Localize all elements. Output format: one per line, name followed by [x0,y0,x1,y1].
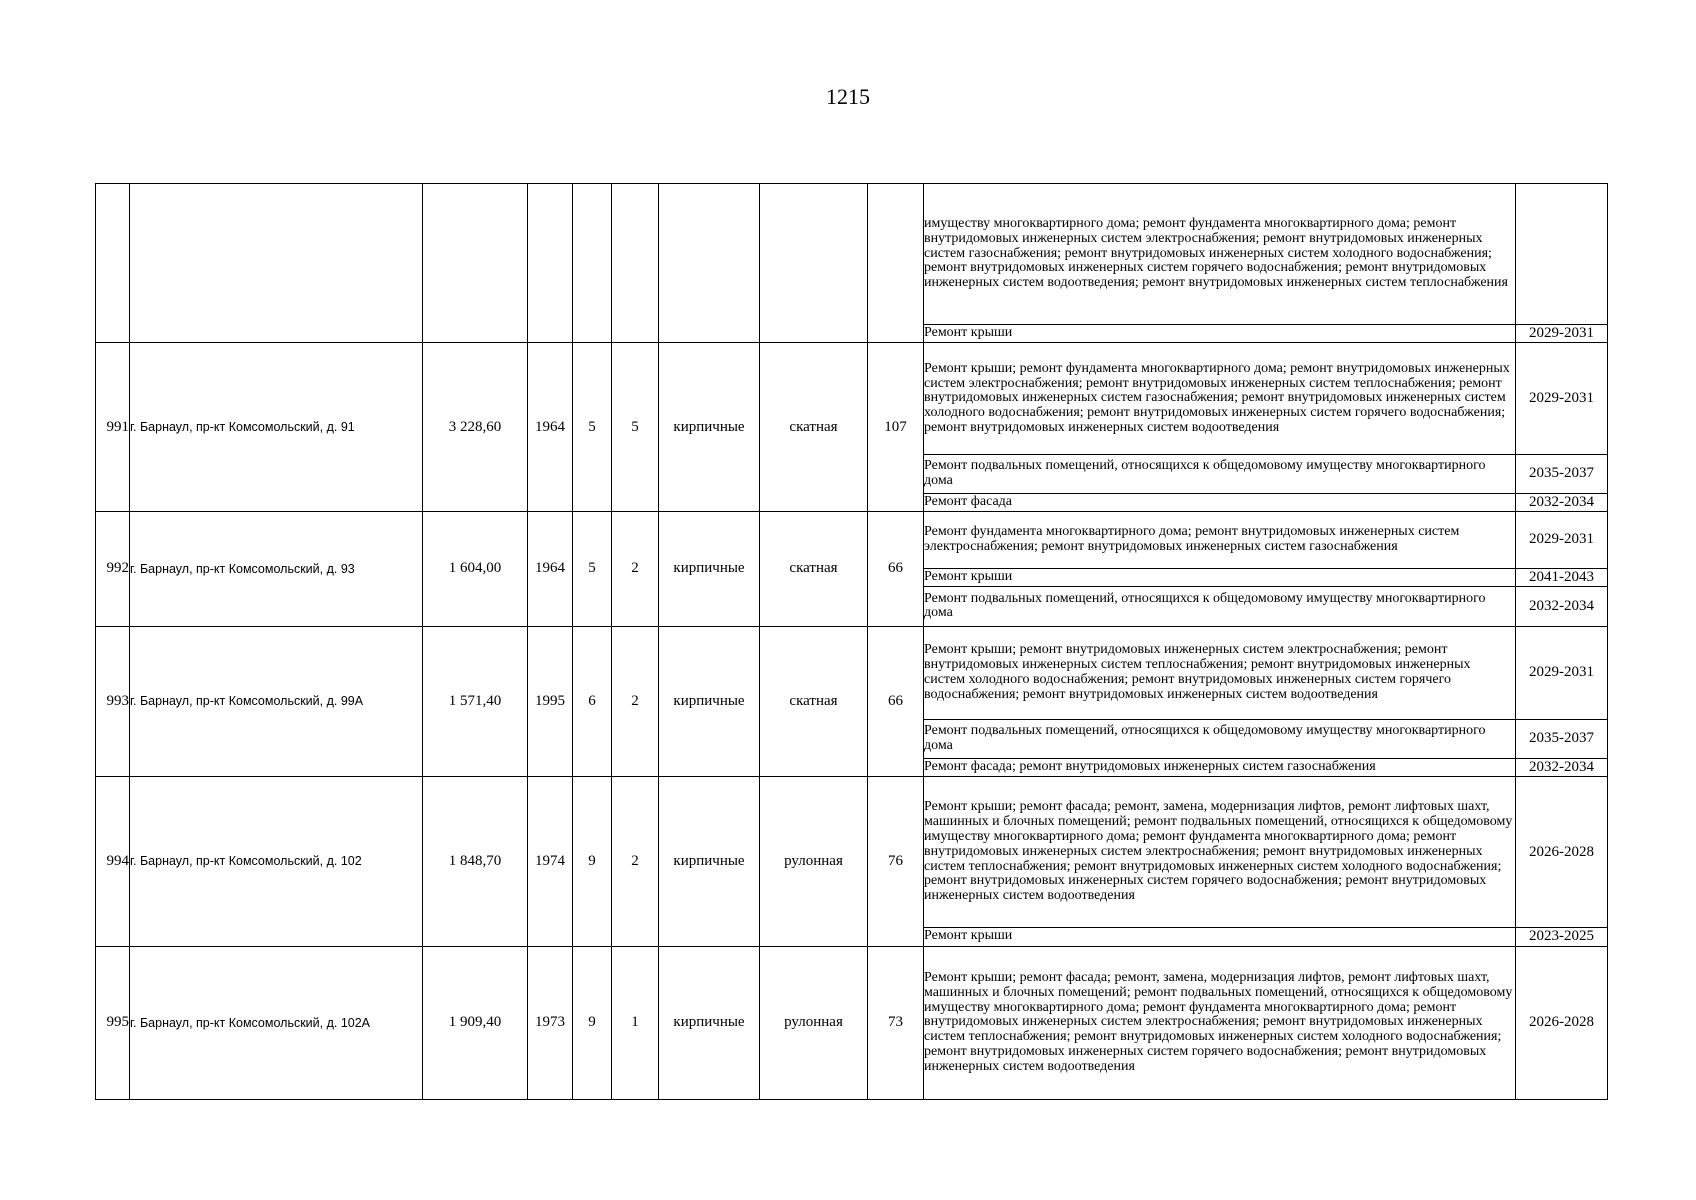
table-row [96,184,1608,325]
floors-cell: 9 [573,776,612,946]
row-number: 993 [96,626,130,776]
period-cell [1516,184,1608,325]
period-cell: 2032-2034 [1516,493,1608,511]
floors-cell: 5 [573,511,612,626]
year-cell [528,184,573,343]
period-cell: 2029-2031 [1516,511,1608,568]
residents-cell: 66 [868,511,924,626]
work-description: Ремонт крыши; ремонт фасада; ремонт, замена, модернизация лифтов, ремонт лифтовых шахт, машинных и блочных помещений; ремонт подвальных помещений, относящихся к общедомовому имуществу многоквартирного дома; ремонт фундамента многоквартирного дома; ремонт внутридомовых инженерных систем электроснабжения; ремонт внутридомовых инженерных систем теплоснабжения; ремонт внутридомовых инженерных систем холодного водоснабжения; ремонт внутридомовых инженерных систем горячего водоснабжения; ремонт внутридомовых инженерных систем водоотведения [924,946,1516,1099]
year-cell: 1964 [528,511,573,626]
row-number: 992 [96,511,130,626]
work-description: Ремонт крыши [924,325,1516,343]
work-description: Ремонт фасада; ремонт внутридомовых инженерных систем газоснабжения [924,758,1516,776]
year-cell: 1974 [528,776,573,946]
wall-material-cell: кирпичные [659,511,760,626]
work-description: Ремонт крыши; ремонт фасада; ремонт, замена, модернизация лифтов, ремонт лифтовых шахт, машинных и блочных помещений; ремонт подвальных помещений, относящихся к общедомовому имуществу многоквартирного дома; ремонт фундамента многоквартирного дома; ремонт внутридомовых инженерных систем электроснабжения; ремонт внутридомовых инженерных систем теплоснабжения; ремонт внутридомовых инженерных систем холодного водоснабжения; ремонт внутридомовых инженерных систем горячего водоснабжения; ремонт внутридомовых инженерных систем водоотведения [924,776,1516,927]
work-description: Ремонт подвальных помещений, относящихся к общедомовому имуществу многоквартирного дома [924,587,1516,627]
entrances-cell: 5 [612,343,659,512]
roof-type-cell: скатная [760,511,868,626]
area-cell: 3 228,60 [423,343,528,512]
address-cell [130,184,423,343]
entrances-cell: 1 [612,946,659,1099]
entrances-cell: 2 [612,511,659,626]
wall-material-cell: кирпичные [659,946,760,1099]
residents-cell [868,184,924,343]
work-description: Ремонт подвальных помещений, относящихся к общедомовому имуществу многоквартирного дома [924,720,1516,759]
work-description: Ремонт крыши; ремонт внутридомовых инженерных систем электроснабжения; ремонт внутридомовых инженерных систем теплоснабжения; ремонт внутридомовых инженерных систем холодного водоснабжения; ремонт внутридомовых инженерных систем горячего водоснабжения; ремонт внутридомовых инженерных систем водоотведения [924,626,1516,719]
work-description: Ремонт подвальных помещений, относящихся к общедомовому имуществу многоквартирного дома [924,455,1516,494]
period-cell: 2029-2031 [1516,325,1608,343]
work-description: Ремонт крыши; ремонт фундамента многоквартирного дома; ремонт внутридомовых инженерных систем электроснабжения; ремонт внутридомовых инженерных систем теплоснабжения; ремонт внутридомовых инженерных систем газоснабжения; ремонт внутридомовых инженерных систем холодного водоснабжения; ремонт внутридомовых инженерных систем горячего водоснабжения; ремонт внутридомовых инженерных систем водоотведения [924,343,1516,455]
year-cell: 1973 [528,946,573,1099]
area-cell: 1 604,00 [423,511,528,626]
entrances-cell [612,184,659,343]
period-cell: 2032-2034 [1516,587,1608,627]
table-row [96,343,1608,455]
wall-material-cell: кирпичные [659,776,760,946]
residents-cell: 76 [868,776,924,946]
floors-cell [573,184,612,343]
period-cell: 2029-2031 [1516,626,1608,719]
address-cell: г. Барнаул, пр-кт Комсомольский, д. 102 [130,776,423,946]
period-cell: 2035-2037 [1516,455,1608,494]
area-cell: 1 848,70 [423,776,528,946]
wall-material-cell: кирпичные [659,343,760,512]
roof-type-cell: рулонная [760,946,868,1099]
table-row [96,511,1608,568]
row-number: 995 [96,946,130,1099]
residents-cell: 66 [868,626,924,776]
period-cell: 2026-2028 [1516,776,1608,927]
residents-cell: 107 [868,343,924,512]
floors-cell: 5 [573,343,612,512]
year-cell: 1964 [528,343,573,512]
table-row [96,776,1608,927]
row-number: 991 [96,343,130,512]
address-cell: г. Барнаул, пр-кт Комсомольский, д. 99А [130,626,423,776]
housing-repair-table [95,183,1608,1100]
address-cell: г. Барнаул, пр-кт Комсомольский, д. 93 [130,511,423,626]
work-description: Ремонт фундамента многоквартирного дома; ремонт внутридомовых инженерных систем электроснабжения; ремонт внутридомовых инженерных систем газоснабжения [924,511,1516,568]
area-cell: 1 909,40 [423,946,528,1099]
area-cell [423,184,528,343]
table-row [96,626,1608,719]
roof-type-cell: скатная [760,626,868,776]
entrances-cell: 2 [612,776,659,946]
roof-type-cell: рулонная [760,776,868,946]
page-number: 1215 [826,84,870,109]
wall-material-cell: кирпичные [659,626,760,776]
period-cell: 2041-2043 [1516,568,1608,586]
row-number [96,184,130,343]
work-description: Ремонт крыши [924,568,1516,586]
work-description: Ремонт фасада [924,493,1516,511]
floors-cell: 6 [573,626,612,776]
work-description: имуществу многоквартирного дома; ремонт фундамента многоквартирного дома; ремонт внутридомовых инженерных систем электроснабжения; ремонт внутридомовых инженерных систем газоснабжения; ремонт внутридомовых инженерных систем холодного водоснабжения; ремонт внутридомовых инженерных систем горячего водоснабжения; ремонт внутридомовых инженерных систем водоотведения; ремонт внутридомовых инженерных систем теплоснабжения [924,184,1516,325]
address-cell: г. Барнаул, пр-кт Комсомольский, д. 91 [130,343,423,512]
period-cell: 2029-2031 [1516,343,1608,455]
wall-material-cell [659,184,760,343]
period-cell: 2035-2037 [1516,720,1608,759]
entrances-cell: 2 [612,626,659,776]
roof-type-cell [760,184,868,343]
period-cell: 2023-2025 [1516,928,1608,946]
roof-type-cell: скатная [760,343,868,512]
year-cell: 1995 [528,626,573,776]
row-number: 994 [96,776,130,946]
period-cell: 2032-2034 [1516,758,1608,776]
area-cell: 1 571,40 [423,626,528,776]
work-description: Ремонт крыши [924,928,1516,946]
floors-cell: 9 [573,946,612,1099]
residents-cell: 73 [868,946,924,1099]
period-cell: 2026-2028 [1516,946,1608,1099]
address-cell: г. Барнаул, пр-кт Комсомольский, д. 102А [130,946,423,1099]
table-row [96,946,1608,1099]
